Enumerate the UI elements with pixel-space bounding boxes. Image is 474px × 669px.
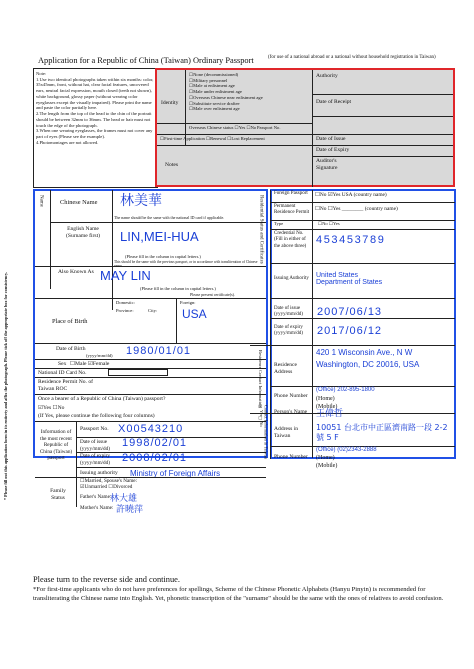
type-label: Type [274, 221, 284, 226]
person-value[interactable]: 王偉哲 [316, 409, 344, 419]
tw-phone-office: (Office) (02)2343-2888 [316, 447, 377, 453]
permit-label: Residence Permit No. of Taiwan ROC [38, 379, 93, 392]
residential-status-label: Residential Status and Certificates [258, 195, 264, 264]
turn-page-note: Please turn to the reverse side and continue. [33, 575, 180, 584]
national-id-boxes[interactable] [108, 369, 168, 376]
tw-phone-home: (Home) [316, 455, 335, 461]
alias-label: Also Known As [58, 269, 94, 275]
phone-home: (Home) [316, 396, 335, 402]
identity-label: Identity [161, 100, 179, 106]
bearer-options[interactable]: ☑Yes ☐No [38, 405, 65, 411]
bearer-question: Once a bearer of a Republic of China (Taiwan) passport? [38, 396, 166, 402]
place-birth-label: Place of Birth [52, 318, 88, 325]
footer-note: *For first-time applicants who do not have preferences for spellings, Scheme of the Chinese Phonetic Alphabets (Hanyu Pinyin) is recommended for transliterating the Chinese name into English. Yet, phonetic transcription of the "surname" should be the same with the ones of relatives to avoid confusion. [33, 586, 444, 602]
issuing-label: Issuing Authority [274, 276, 309, 281]
auditor-label: Auditor's Signature [316, 158, 338, 171]
mother-value[interactable]: 許曉萍 [116, 505, 144, 515]
alias-note: (Please fill in the column in capital letters.) [140, 286, 216, 291]
alias-value[interactable]: MAY LIN [100, 268, 151, 283]
dob-label: Date of Birth [56, 346, 86, 352]
foreign-label: Foreign: [180, 300, 196, 305]
side-note: * Please fill out this application form in its entirety and affix the photograph. Please tick off the appropriate box for consistency. [3, 272, 8, 500]
address-label: Residence Address [274, 362, 297, 375]
first-time-options: ☐First-time Application ☐Renewal ☐Lost Replacement [160, 136, 265, 141]
issuing-authority-value[interactable]: Ministry of Foreign Affairs [130, 469, 221, 478]
chinese-name-label: Chinese Name [60, 199, 98, 206]
marital-options[interactable]: ☐Married, Spouse's Name: [80, 478, 138, 484]
issue-label: Date of issue (yyyy/mm/dd) [80, 439, 110, 452]
issue-value[interactable]: 1998/02/01 [122, 437, 188, 449]
dob-format: (yyyy/mm/dd) [86, 353, 113, 358]
taiwan-contact-label: Contact Information in Taiwan ☑Yes☐No [258, 405, 269, 460]
overseas-status: Overseas Chinese status ☐Yes ☐No [189, 125, 257, 130]
note-box [33, 68, 158, 188]
national-id-label: National ID Card No. [38, 370, 87, 376]
phone-office: (Office) 202-895-1800 [316, 387, 375, 393]
expiry-value[interactable]: 2008/02/01 [122, 452, 188, 464]
issuing-authority-label: Issuing authority [80, 470, 118, 476]
alias-note2: Please present certificate(s). [190, 292, 235, 297]
permanent-label: Permanent Residence Permit [274, 204, 310, 216]
foreign-passport-label: Foreign Passport [274, 191, 308, 196]
family-status-label: Family Status [50, 488, 66, 501]
name-section-label: Name [38, 195, 44, 207]
form-subtitle: (for use of a national abroad or a national without household registration in Taiwan) [268, 55, 436, 60]
credential-label: Credential No. (Fill in either of the above three) [274, 231, 307, 249]
tw-phone-mobile: (Mobile) [316, 463, 338, 469]
date-issue-label: Date of Issue [316, 136, 346, 142]
form-title: Application for a Republic of China (Taiwan) Ordinary Passport [38, 56, 254, 65]
note-item: 4.Photomontages are not allowed. [36, 139, 99, 145]
passport-no-value[interactable]: X00543210 [118, 423, 184, 435]
passport-no-label: Passport No. [80, 426, 109, 432]
foreign-passport-value[interactable]: ☐No ☑Yes USA (country name) [315, 192, 387, 198]
recent-passport-label: Information of the most recent Republic of China (Taiwan) passport [39, 429, 73, 461]
bearer-instruction: (If Yes, please continue the following four columns) [38, 413, 155, 419]
note-item: 3.When one wearing eyeglasses, the frames must not cover any part of eyes (Please see the example). [36, 128, 153, 140]
father-label: Father's Name: [80, 494, 112, 500]
dob-value[interactable]: 1980/01/01 [126, 345, 192, 357]
contact-section-label: Residence Contact Information [258, 350, 264, 408]
date-issue-value[interactable]: 2007/06/13 [317, 306, 383, 318]
sex-label: Sex [58, 361, 67, 367]
father-value[interactable]: 林大雄 [110, 494, 138, 504]
english-name-note2: This should be the same with the previous passport, or in accordance with transliteration of Chinese name. [114, 260, 258, 269]
address-value[interactable]: 420 1 Wisconsin Ave., N W Washington, DC 20016, USA [316, 348, 420, 370]
phone-mobile: (Mobile) [316, 404, 338, 410]
authority-label: Authority [316, 73, 338, 79]
permanent-value[interactable]: ☐No ☐Yes ________ (country name) [315, 206, 398, 212]
chinese-name-note: The name should be the same with the national ID card if applicable. [114, 215, 225, 220]
date-expiry-label: Date of Expiry [316, 147, 350, 153]
marital-options-2[interactable]: ☑Unmarried ☐Divorced [80, 484, 133, 490]
expiry-label: Date of expiry (yyyy/mm/dd) [80, 453, 110, 466]
date-issue-label: Date of issue (yyyy/mm/dd) [274, 306, 303, 318]
notes-label: Notes [165, 162, 179, 168]
type-value[interactable]: ☐No ☐Yes [318, 221, 340, 226]
sex-options[interactable]: ☐Male ☑Female [70, 361, 110, 367]
foreign-birth-value[interactable]: USA [182, 307, 207, 321]
english-name-note: (Please fill in the column in capital letters.) [125, 254, 201, 259]
date-expiry-label: Date of expiry (yyyy/mm/dd) [274, 325, 303, 337]
office-use-frame [155, 68, 455, 187]
issuing-value[interactable]: United States Department of States [316, 272, 383, 286]
date-expiry-value[interactable]: 2017/06/12 [317, 325, 383, 337]
person-label: Person's Name [274, 409, 308, 415]
english-name-label: English Name (Surname first) [65, 226, 101, 239]
note-label: Note: [36, 71, 47, 76]
tw-address-value[interactable]: 10051 台北市中正區濟南路一段 2-2 號 5 F [316, 423, 448, 443]
domestic-label: Domestic: [116, 300, 135, 305]
passport-no-label: Passport No. [257, 125, 281, 130]
tw-phone-label: Phone Number [274, 454, 308, 460]
tw-address-label: Address in Taiwan [274, 426, 299, 439]
note-item: 2.The length from the top of the head to the chin of the portrait should be between 32mm to 36mm. The head or hair must not touch the edge of the photograph. [36, 111, 152, 128]
identity-options: ☐None (decommissioned) ☐Military personnel ☐Male at enlistment age ☐Male under enlistment age ☐Overseas Chinese near enlistment age ☐Substitute service draftee ☐Male over enlistment age [189, 72, 263, 112]
note-item: 1.Use two identical photographs taken within six months: color, 35x45mm, front, without hat, clear facial features, uncovered ears, neutral facial expression, mouth closed (teeth not shown), white background, glossy paper (without wearing color eyeglasses except the visually impaired). Please print the name and paste the color partially here. [36, 76, 154, 111]
phone-label: Phone Number [274, 393, 308, 399]
mother-label: Mother's Name: [80, 505, 114, 511]
chinese-name-value[interactable]: 林美華 [120, 193, 162, 209]
credential-value[interactable]: 453453789 [316, 234, 386, 246]
date-receipt-label: Date of Receipt [316, 99, 352, 105]
city-label: City: [148, 308, 158, 313]
english-name-value[interactable]: LIN,MEI-HUA [120, 229, 199, 244]
province-label: Province: [116, 308, 134, 313]
